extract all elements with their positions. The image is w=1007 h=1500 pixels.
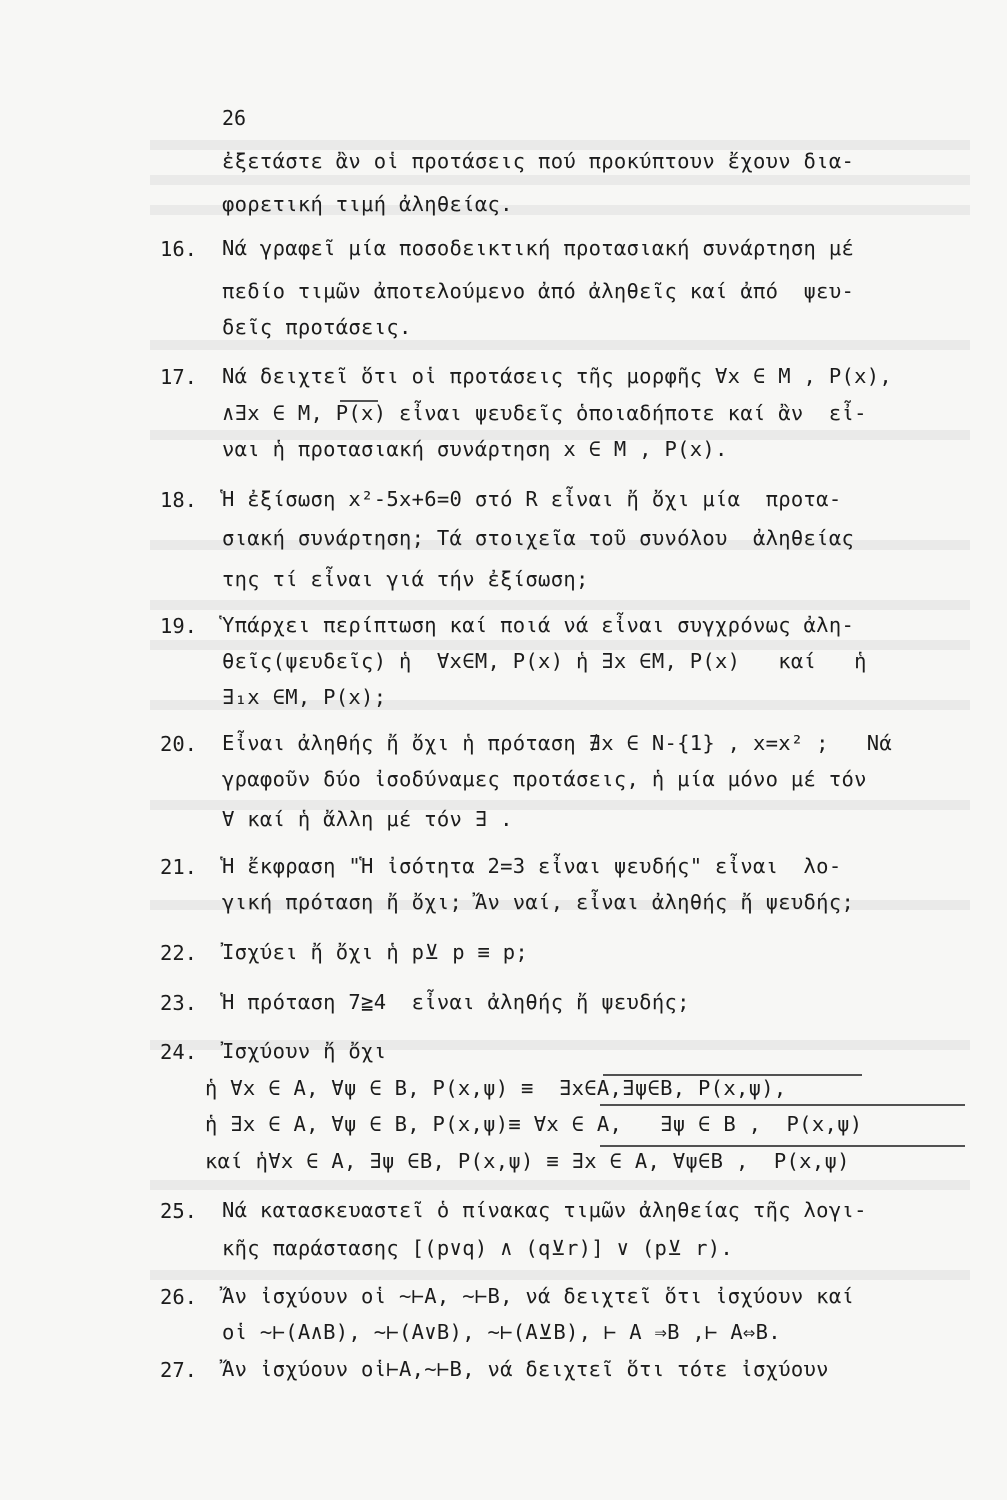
text-line: Νά κατασκευαστεῖ ὁ πίνακας τιμῶν ἀληθείας τῆς λογι- (222, 1198, 867, 1222)
text-line: Ἰσχύουν ἤ ὄχι (222, 1039, 387, 1063)
item-number: 16. (160, 237, 198, 261)
text-line: της τί εἶναι γιά τήν ἐξίσωση; (222, 567, 589, 591)
item-number: 21. (160, 855, 198, 879)
text-line: οἱ ∼⊢(A∧B), ∼⊢(A∨B), ∼⊢(A⊻B), ⊢ A ⇒B ,⊢ A⇔B. (222, 1320, 781, 1344)
text-line: γική πρόταση ἤ ὄχι; Ἄν ναί, εἶναι ἀληθής ἤ ψευδής; (222, 890, 855, 914)
text-line: γραφοῦν δύο ἰσοδύναμες προτάσεις, ἡ μία μόνο μέ τόν (222, 767, 867, 791)
text-line: σιακή συνάρτηση; Τά στοιχεῖα τοῦ συνόλου ἀληθείας (222, 526, 855, 550)
text-line: Ἰσχύει ἤ ὄχι ἡ p⊻ p ≡ p; (222, 940, 529, 964)
text-line: ∧∃x ∈ M, P(x) εἶναι ψευδεῖς ὁποιαδήποτε καί ἂν εἶ- (222, 401, 867, 425)
item-number: 27. (160, 1358, 198, 1382)
item-number: 17. (160, 365, 198, 389)
text-line: Νά γραφεῖ μία ποσοδεικτική προτασιακή συνάρτηση μέ (222, 236, 855, 260)
item-number: 19. (160, 614, 198, 638)
text-line: Ἡ πρόταση 7≧4 εἶναι ἀληθής ἤ ψευδής; (222, 990, 690, 1014)
item-number: 20. (160, 732, 198, 756)
text-line: φορετική τιμή ἀληθείας. (222, 192, 513, 216)
text-line: ἡ ∀x ∈ A, ∀ψ ∈ B, P(x,ψ) ≡ ∃x∈A,∃ψ∈B, P(x,ψ), (205, 1076, 787, 1100)
item-number: 24. (160, 1040, 198, 1064)
text-line: καί ἡ∀x ∈ A, ∃ψ ∈B, P(x,ψ) ≡ ∃x ∈ A, ∀ψ∈B , P(x,ψ) (205, 1149, 850, 1173)
item-number: 26. (160, 1285, 198, 1309)
text-line: θεῖς(ψευδεῖς) ἡ ∀x∈M, P(x) ἡ ∃x ∈M, P(x) καί ἡ (222, 649, 867, 673)
text-line: κῆς παράστασης [(p∨q) ∧ (q⊻r)] ∨ (p⊻ r). (222, 1236, 734, 1260)
text-line: ἐξετάστε ἂν οἱ προτάσεις πού προκύπτουν ἔχουν δια- (222, 149, 855, 173)
text-line: Ἄν ἰσχύουν οἱ ∼⊢A, ∼⊢B, νά δειχτεῖ ὅτι ἰσχύουν καί (222, 1284, 855, 1308)
item-number: 25. (160, 1199, 198, 1223)
text-line: Ὑπάρχει περίπτωση καί ποιά νά εἶναι συγχρόνως ἀλη- (222, 613, 855, 637)
text-line: ∃₁x ∈M, P(x); (222, 685, 387, 709)
text-line: Ἡ ἐξίσωση x²-5x+6=0 στό R εἶναι ἤ ὄχι μία προτα- (222, 487, 842, 511)
text-line: Ἡ ἔκφραση "Ἡ ἰσότητα 2=3 εἶναι ψευδής" εἶναι λο- (222, 854, 842, 878)
text-line: ναι ἡ προτασιακή συνάρτηση x ∈ M , P(x). (222, 437, 728, 461)
text-line: πεδίο τιμῶν ἀποτελούμενο ἀπό ἀληθεῖς καί ἀπό ψευ- (222, 279, 855, 303)
text-line: ἡ ∃x ∈ A, ∀ψ ∈ B, P(x,ψ)≡ ∀x ∈ A, ∃ψ ∈ B , P(x,ψ) (205, 1112, 863, 1136)
text-line: Ἄν ἰσχύουν οἱ⊢A,∼⊢B, νά δειχτεῖ ὅτι τότε ἰσχύουν (222, 1357, 829, 1381)
text-line: Νά δειχτεῖ ὅτι οἱ προτάσεις τῆς μορφῆς ∀x ∈ M , P(x), (222, 364, 893, 388)
text-line: Εἶναι ἀληθής ἤ ὄχι ἡ πρόταση ∄x ∈ N-{1} , x=x² ; Νά (222, 731, 893, 755)
text-line: δεῖς προτάσεις. (222, 315, 412, 339)
page-number: 26 (222, 106, 247, 130)
item-number: 18. (160, 488, 198, 512)
text-line: ∀ καί ἡ ἄλλη μέ τόν ∃ . (222, 807, 513, 831)
item-number: 23. (160, 991, 198, 1015)
item-number: 22. (160, 941, 198, 965)
